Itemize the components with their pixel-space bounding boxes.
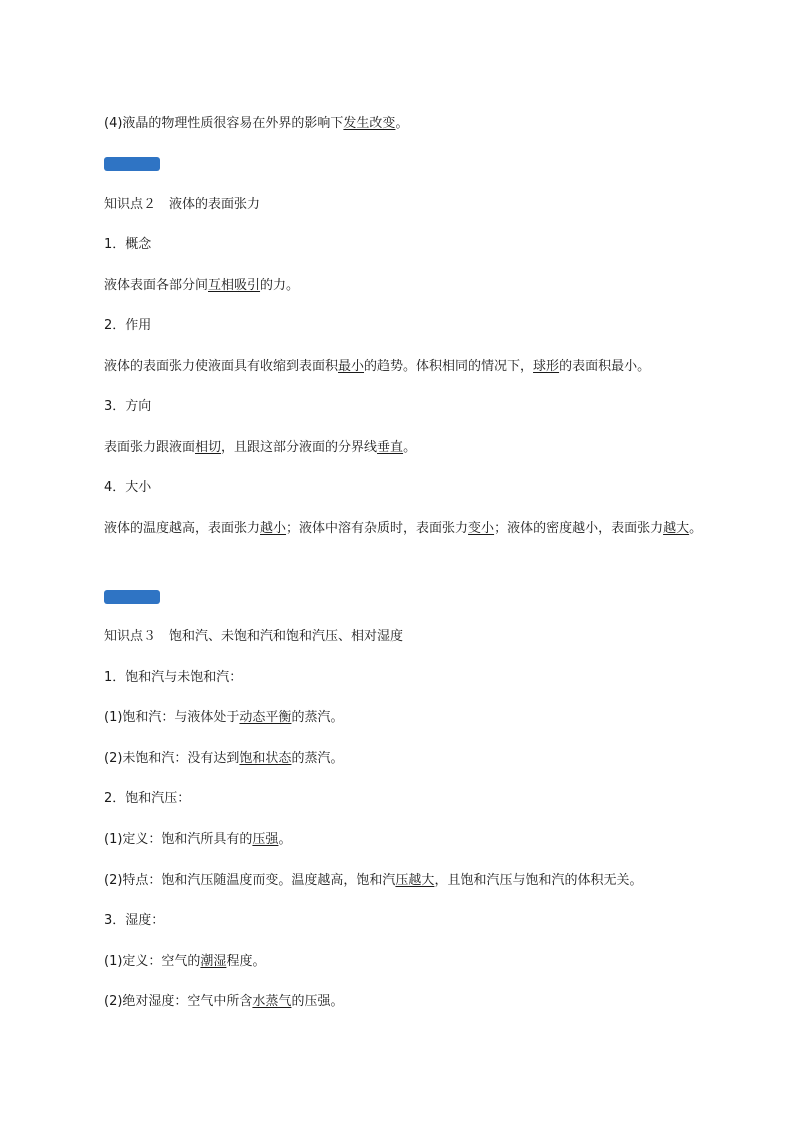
answer-blank: 越小 (260, 521, 287, 536)
kp2-direction-heading: 3．方向 (104, 399, 152, 414)
section-marker-bar (104, 590, 160, 604)
kp3-s2-heading: 2．饱和汽压： (104, 791, 191, 806)
kp3-s3-a: (1)定义：空气的潮湿程度。 (104, 954, 266, 969)
answer-blank: 变小 (468, 521, 495, 536)
answer-blank: 动态平衡 (239, 710, 292, 725)
answer-blank: 互相吸引 (208, 278, 261, 293)
kp2-concept-text: 液体表面各部分间互相吸引的力。 (104, 278, 300, 293)
answer-blank: 压强 (252, 832, 279, 847)
kp3-s3-b: (2)绝对湿度：空气中所含水蒸气的压强。 (104, 994, 344, 1009)
kp2-magnitude-heading: 4．大小 (104, 480, 152, 495)
answer-blank: 发生改变 (343, 116, 396, 131)
kp3-s2-a: (1)定义：饱和汽所具有的压强。 (104, 832, 292, 847)
answer-blank: 相切 (195, 440, 222, 455)
answer-blank: 饱和状态 (239, 751, 292, 766)
answer-blank: 压越大 (395, 873, 435, 888)
kp3-s1-a: (1)饱和汽：与液体处于动态平衡的蒸汽。 (104, 710, 344, 725)
answer-blank: 越大 (663, 521, 690, 536)
kp2-title: 知识点２ 液体的表面张力 (104, 197, 261, 212)
kp3-s2-b: (2)特点：饱和汽压随温度而变。温度越高，饱和汽压越大，且饱和汽压与饱和汽的体积无关。 (104, 873, 643, 888)
answer-blank: 垂直 (377, 440, 404, 455)
kp2-effect-text: 液体的表面张力使液面具有收缩到表面积最小的趋势。体积相同的情况下，球形的表面积最小。 (104, 359, 651, 374)
kp2-effect-heading: 2．作用 (104, 318, 152, 333)
answer-blank: 潮湿 (200, 954, 227, 969)
answer-blank: 最小 (338, 359, 365, 374)
kp2-direction-text: 表面张力跟液面相切，且跟这部分液面的分界线垂直。 (104, 440, 417, 455)
kp3-s3-heading: 3．湿度： (104, 913, 165, 928)
kp3-s1-heading: 1．饱和汽与未饱和汽： (104, 670, 243, 685)
answer-blank: 水蒸气 (252, 994, 292, 1009)
kp3-s1-b: (2)未饱和汽：没有达到饱和状态的蒸汽。 (104, 751, 344, 766)
section-marker-bar (104, 157, 160, 171)
kp2-concept-heading: 1．概念 (104, 237, 152, 252)
line-liquid-crystal-4: (4)液晶的物理性质很容易在外界的影响下发生改变。 (104, 116, 409, 131)
kp2-magnitude-text: 液体的温度越高，表面张力越小；液体中溶有杂质时，表面张力变小；液体的密度越小，表面张力越大。 (104, 521, 703, 536)
answer-blank: 球形 (533, 359, 560, 374)
kp3-title: 知识点３ 饱和汽、未饱和汽和饱和汽压、相对湿度 (104, 629, 404, 644)
